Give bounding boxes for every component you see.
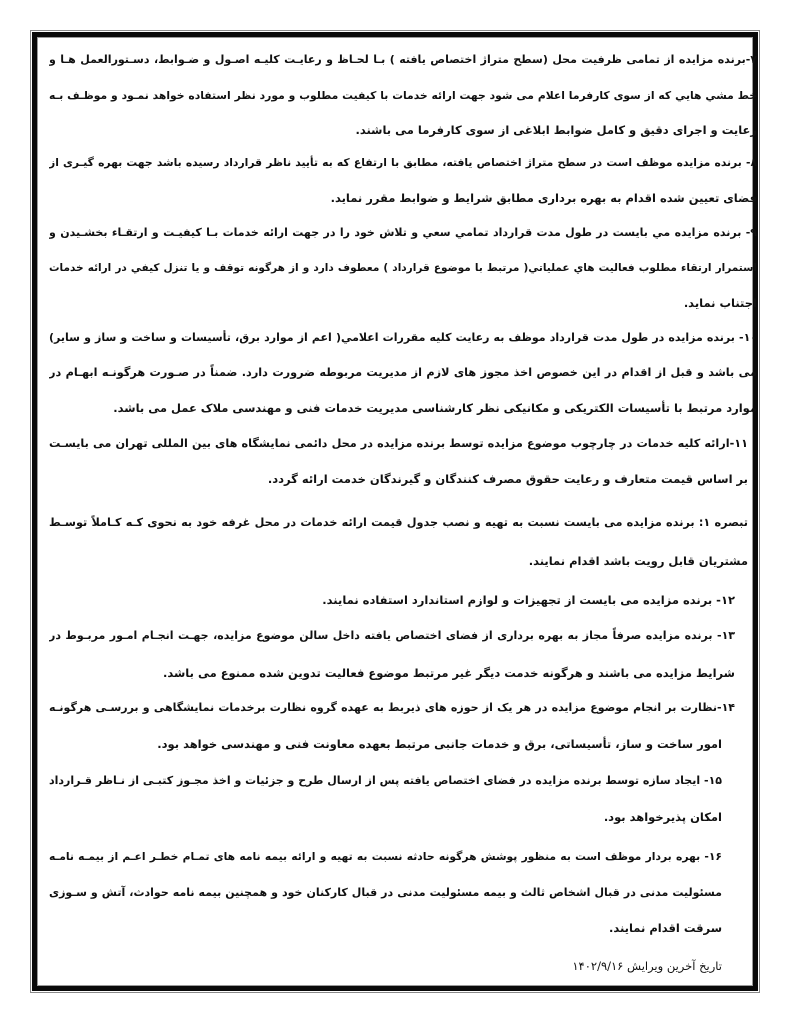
text-line: ۱۰- برنده مزایده در طول مدت قرارداد موظف به رعایت کلیه مقررات اعلامي( اعم از موارد برق، تأسیسات و ساخت و ساز و سایر) bbox=[49, 331, 757, 344]
text-line: شرایط مزایده می باشند و هرگونه خدمت دیگر غیر مرتبط موضوع فعالیت تدوین شده ممنوع می باشد. bbox=[162, 666, 735, 680]
text-line: ۱۴-نظارت بر انجام موضوع مزایده در هر یک از حوزه های ذیربط به عهده گروه نظارت برخدمات نمایشگاهی و بررسـی هرگونـه bbox=[49, 701, 735, 714]
text-line: مشتریان قابل رویت باشد اقدام نمایند. bbox=[528, 554, 748, 568]
text-line: فضای تعیین شده اقدام به بهره برداری مطابق شرایط و ضوابط مقرر نماید. bbox=[330, 191, 757, 205]
text-line: خط مشي هايي که از سوی کارفرما اعلام می شود جهت ارائه خدمات با کیفیت مطلوب و مورد نظر استفاده خواهد نمـود و موظـف بـه bbox=[49, 89, 757, 102]
text-line: امور ساخت و ساز، تأسیساتی، برق و خدمات جانبی مرتبط بعهده معاونت فنی و مهندسی خواهد بود. bbox=[157, 737, 722, 751]
text-line: می باشد و قبل از اقدام در این خصوص اخذ مجوز های لازم از مدیریت مربوطه ضرورت دارد. ضمناً در صـورت هرگونـه ابهـام در bbox=[49, 366, 757, 379]
text-line: اجتناب نمايد. bbox=[683, 296, 757, 310]
text-line: امکان پذیرخواهد بود. bbox=[603, 810, 722, 824]
text-line: تبصره ۱: برنده مزایده می بایست نسبت به تهیه و نصب جدول قیمت ارائه خدمات در محل غرفه خود به نحوی کـه کـاملاً توسـط bbox=[49, 516, 748, 529]
last-edit-date: ۱۴۰۲/۹/۱۶ bbox=[572, 959, 624, 973]
text-line: ۷-برنده مزایده از تمامی ظرفیت محل (سطح متراژ اختصاص یافته ) بـا لحـاظ و رعایـت کلیـه اصـول و ضـوابط، دسـتورالعمل هـا و bbox=[49, 53, 757, 66]
last-edit-footer bbox=[49, 955, 722, 977]
text-line: بر اساس قیمت متعارف و رعایت حقوق مصرف کنندگان و گیرندگان خدمت ارائه گردد. bbox=[267, 472, 748, 486]
text-line: ۱۲- برنده مزایده می بایست از تجهیزات و لوازم استاندارد استفاده نمایند. bbox=[322, 593, 735, 607]
text-line: استمرار ارتقاء مطلوب فعاليت هاي عملياتي( مرتبط با موضوع قرارداد ) معطوف دارد و از هرگونه توقف و يا تنزل كيفي در ارائه خدمات bbox=[49, 262, 757, 274]
text-line: رعایت و اجرای دقیق و کامل ضوابط ابلاغی از سوی کارفرما می باشند. bbox=[355, 123, 757, 137]
last-edit-label: تاریخ آخرین ویرایش bbox=[627, 959, 722, 973]
text-line: ۱۱-ارائه کلیه خدمات در چارچوب موضوع مزایده توسط برنده مزایده در محل دائمی نمایشگاه های بین المللی تهران می بایسـت bbox=[49, 437, 748, 450]
text-line: ۱۵- ایجاد سازه توسط برنده مزایده در فضای اختصاص یافته پس از ارسال طرح و جزئیات و اخذ مجـوز کتبـی از نـاظر قـرارداد bbox=[49, 774, 722, 787]
text-line: مسئولیت مدنی در قبال اشخاص ثالث و بیمه مسئولیت مدنی در قبال کارکنان خود و همچنین بیمه نامه حوادث، آتش و سـوزی bbox=[49, 886, 722, 899]
text-line: ۹- برنده مزايده مي بايست در طول مدت قرارداد تمامي سعي و تلاش خود را در جهت ارائه خدمات بـا كيفيـت و ارتقـاء بخشـيدن و bbox=[49, 226, 757, 239]
text-line: ۱۳- برنده مزایده صرفاً مجاز به بهره برداری از فضای اختصاص یافته داخل سالن موضوع مزایده، جهـت انجـام امـور مربـوط در bbox=[49, 629, 735, 642]
text-line: موارد مرتبط با تأسیسات الکتریکی و مکانیکی نظر کارشناسی مدیریت خدمات فنی و مهندسی ملاک عمل می باشد. bbox=[113, 401, 757, 415]
text-line: ۱۶- بهره بردار موظف است به منظور پوشش هرگونه حادثه نسبت به تهیه و ارائه بیمه نامه های تمـام خطـر اعـم از بیمـه نامـه bbox=[49, 850, 722, 863]
text-line: ۸- برنده مزایده موظف است در سطح متراژ اختصاص یافته، مطابق با ارتفاع که به تأیید ناظر قرارداد رسیده باشد جهت بهره گیـری از bbox=[49, 156, 757, 169]
text-line: سرقت اقدام نمایند. bbox=[608, 921, 722, 935]
